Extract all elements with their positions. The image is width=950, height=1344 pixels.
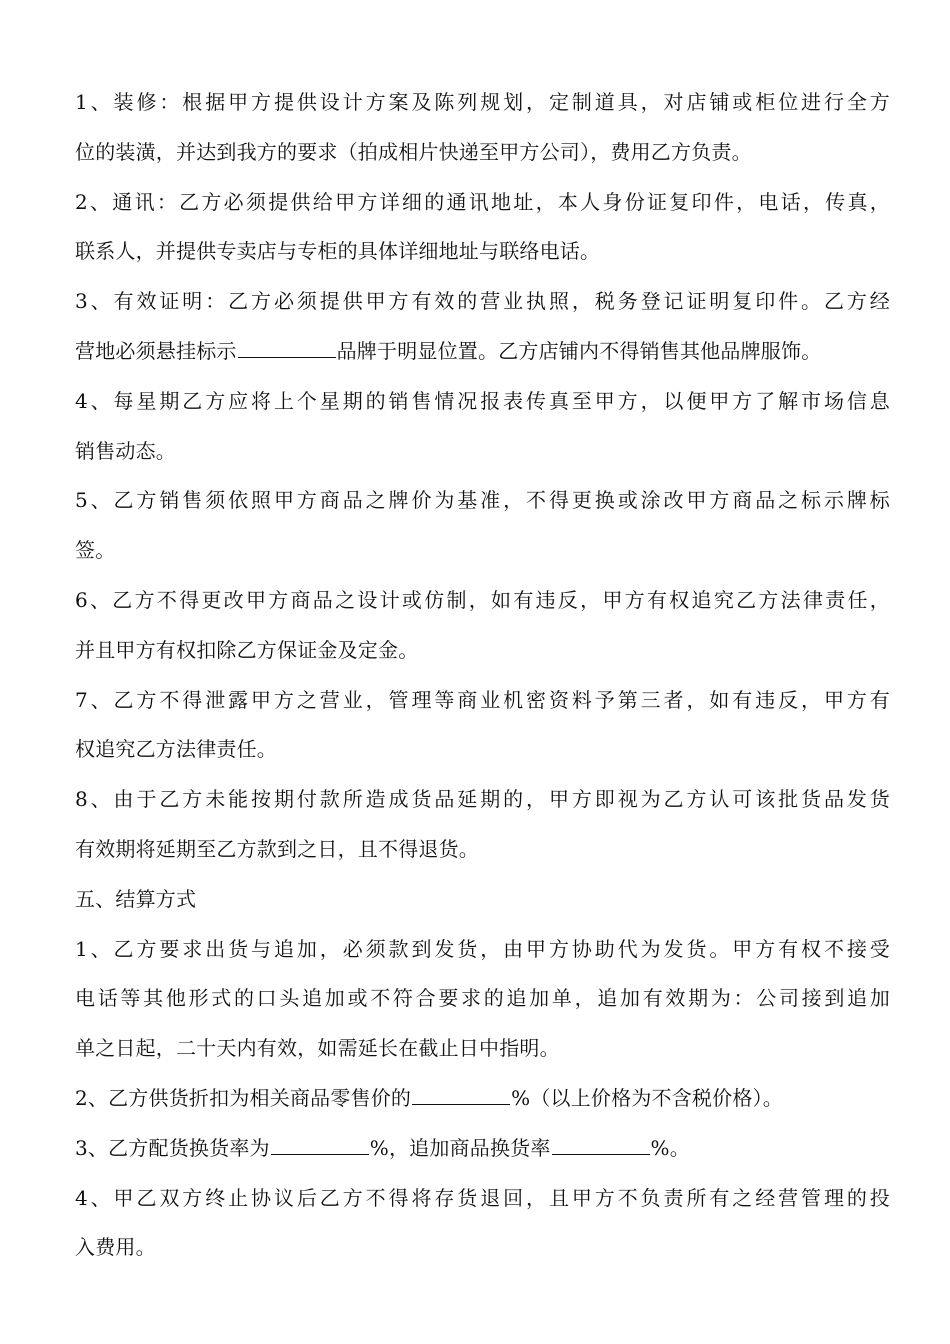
clause-7-line-1: 7、乙方不得泄露甲方之营业，管理等商业机密资料予第三者，如有违反，甲方有 [75,687,890,712]
settlement-3-text-c: %。 [650,1135,690,1160]
clause-8-line-1: 8、由于乙方未能按期付款所造成货品延期的，甲方即视为乙方认可该批货品发货 [75,787,890,812]
clause-5-line-1: 5、乙方销售须依照甲方商品之牌价为基准，不得更换或涂改甲方商品之标示牌标 [75,488,890,513]
settlement-4-line-2: 入费用。 [75,1235,156,1260]
settlement-3-text-a: 3、乙方配货换货率为 [75,1135,270,1160]
brand-name-blank[interactable] [238,331,336,358]
clause-5-line-2: 签。 [75,538,116,563]
discount-percent-blank[interactable] [412,1078,510,1105]
clause-2-line-1: 2、通讯：乙方必须提供给甲方详细的通讯地址，本人身份证复印件，电话，传真， [75,189,890,214]
exchange-rate-blank[interactable] [271,1128,369,1155]
document-body [75,80,890,1275]
clause-2-line-2: 联系人，并提供专卖店与专柜的具体详细地址与联络电话。 [75,239,601,264]
settlement-2-line [75,1076,890,1126]
settlement-1-line-1: 1、乙方要求出货与追加，必须款到发货，由甲方协助代为发货。甲方有权不接受 [75,936,890,961]
section-title-settlement: 五、结算方式 [75,886,197,911]
settlement-1-line-3: 单之日起，二十天内有效，如需延长在截止日中指明。 [75,1036,560,1061]
settlement-3-line [75,1126,890,1176]
clause-3-line-1: 3、有效证明：乙方必须提供甲方有效的营业执照，税务登记证明复印件。乙方经 [75,289,890,314]
settlement-2-text-a: 2、乙方供货折扣为相关商品零售价的 [75,1085,412,1110]
clause-1-line-1: 1、装修：根据甲方提供设计方案及陈列规划，定制道具，对店铺或柜位进行全方 [75,90,890,114]
clause-3-text-b: 品牌于明显位置。乙方店铺内不得销售其他品牌服饰。 [336,338,822,363]
clause-4-line-2: 销售动态。 [75,438,176,463]
settlement-4-line-1: 4、甲乙双方终止协议后乙方不得将存货退回，且甲方不负责所有之经营管理的投 [75,1185,890,1210]
clause-6-line-2: 并且甲方有权扣除乙方保证金及定金。 [75,637,419,662]
clause-8-line-2: 有效期将延期至乙方款到之日，且不得退货。 [75,836,479,861]
clause-6-line-1: 6、乙方不得更改甲方商品之设计或仿制，如有违反，甲方有权追究乙方法律责任， [75,587,890,612]
clause-3-text-a: 营地必须悬挂标示 [75,338,237,363]
clause-7-line-2: 权追究乙方法律责任。 [75,737,277,762]
settlement-2-text-b: %（以上价格为不含税价格）。 [511,1085,783,1110]
settlement-1-line-2: 电话等其他形式的口头追加或不符合要求的追加单，追加有效期为：公司接到追加 [75,986,890,1011]
added-goods-exchange-rate-blank[interactable] [552,1128,650,1155]
clause-4-line-1: 4、每星期乙方应将上个星期的销售情况报表传真至甲方，以便甲方了解市场信息 [75,388,890,413]
clause-1-line-2: 位的装潢，并达到我方的要求（拍成相片快递至甲方公司），费用乙方负责。 [75,139,752,164]
clause-3-line-2 [75,329,890,379]
settlement-3-text-b: %，追加商品换货率 [369,1135,551,1160]
